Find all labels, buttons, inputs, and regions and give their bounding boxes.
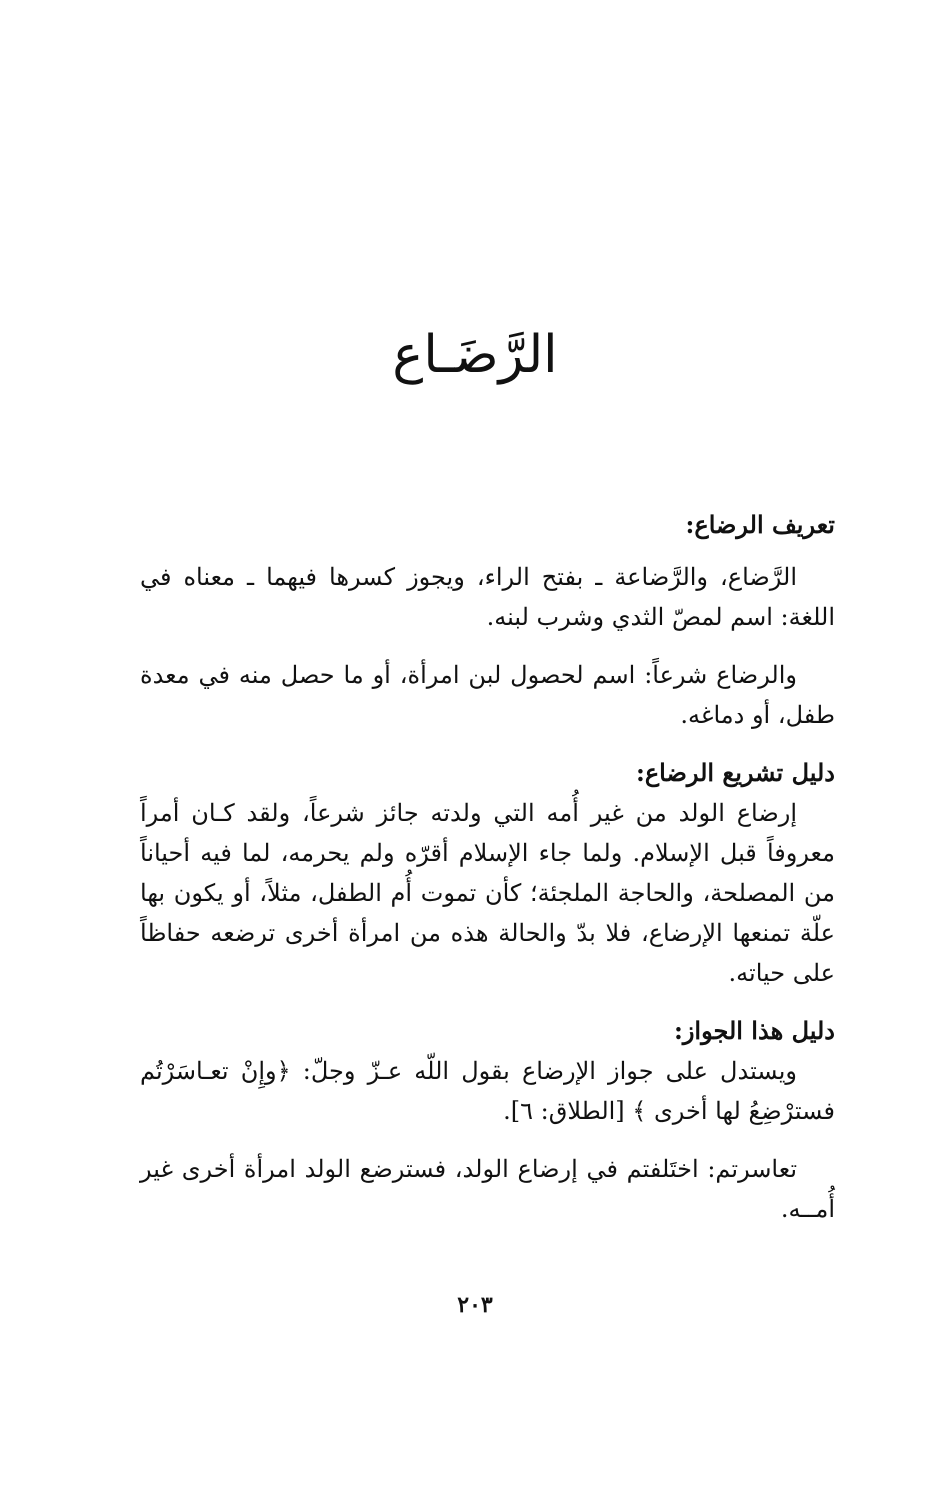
page-content: [140, 505, 835, 1229]
section-heading-permissibility: دليل هذا الجواز:: [673, 1016, 835, 1045]
page-number: ٢٠٣: [457, 1292, 493, 1318]
spacer: [140, 1131, 835, 1149]
paragraph-quran-evidence: ويستدل على جواز الإرضاع بقول اللّه عـزّ وجلّ: ﴿وإِنْ تعـاسَرْتُم فسترْضِعُ لها أخرى ﴾ [الطلاق: ٦].: [140, 1057, 835, 1125]
spacer: [140, 735, 835, 753]
page-title: الرَّضَـاع: [392, 325, 558, 385]
paragraph-explanation: تعاسرتم: اختَلفتم في إرضاع الولد، فسترضع الولد امرأة أخرى غير أُمــه.: [140, 1155, 835, 1223]
paragraph-legislation: إرضاع الولد من غير أُمه التي ولدته جائز شرعاً، ولقد كـان أمراً معروفاً قبل الإسلام. ولما جاء الإسلام أقرّه ولم يحرمه، لما فيه أحياناً من المصلحة، والحاجة الملجئة؛ كأن تموت أُم الطفل، مثلاً، أو يكون بها علّة تمنعها الإرضاع، فلا بدّ والحالة هذه من امرأة أخرى ترضعه حفاظاً على حياته.: [140, 799, 835, 987]
spacer: [140, 993, 835, 1011]
section-heading-definition: تعريف الرضاع:: [685, 510, 835, 539]
spacer: [140, 545, 835, 557]
spacer: [140, 637, 835, 655]
paragraph-definition-sharia: والرضاع شرعاً: اسم لحصول لبن امرأة، أو ما حصل منه في معدة طفل، أو دماغه.: [140, 661, 835, 729]
section-heading-legislation: دليل تشريع الرضاع:: [635, 758, 835, 787]
paragraph-definition-language: الرَّضاع، والرَّضاعة ـ بفتح الراء، ويجوز كسرها فيهما ـ معناه في اللغة: اسم لمصّ الثدي وشرب لبنه.: [140, 563, 835, 631]
